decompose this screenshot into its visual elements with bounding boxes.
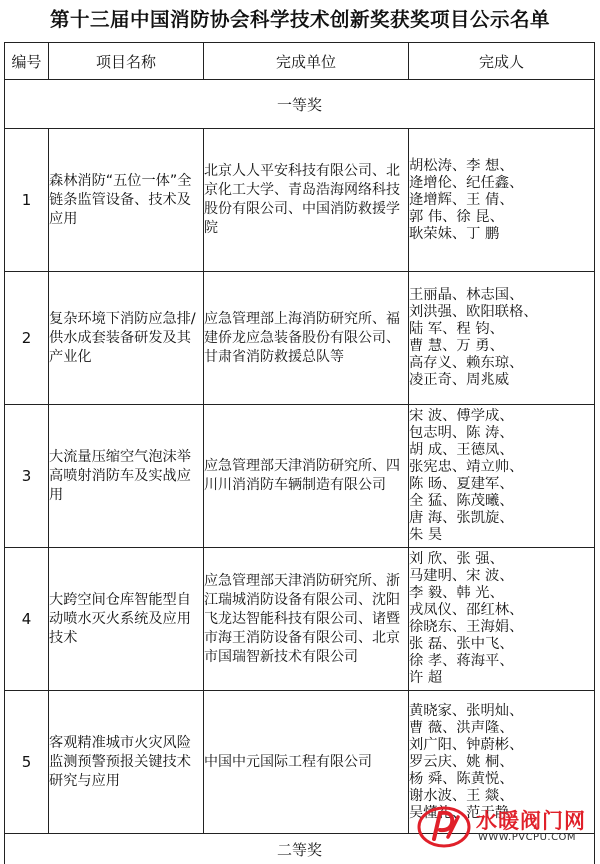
completer-line: 胡松涛、李 想、 (409, 158, 594, 175)
row-number: 1 (5, 129, 49, 272)
table-row (5, 272, 595, 405)
header-unit: 完成单位 (204, 43, 409, 80)
table-row (5, 548, 595, 691)
row-number: 3 (5, 405, 49, 548)
completer-line: 刘 欣、张 强、 (409, 551, 594, 568)
completer-line: 王丽晶、林志国、 (409, 287, 594, 304)
completer-line: 郭 伟、徐 昆、 (409, 209, 594, 226)
completer-line: 胡 成、王德凤、 (409, 442, 594, 459)
award-table (4, 42, 595, 864)
completer-line: 全 猛、陈茂曦、 (409, 493, 594, 510)
project-name: 大流量压缩空气泡沫举高喷射消防车及实战应用 (49, 405, 204, 548)
completion-unit: 应急管理部天津消防研究所、四川川消消防车辆制造有限公司 (204, 405, 409, 548)
site-watermark (414, 801, 592, 849)
completer-line: 黄晓家、张明灿、 (409, 703, 594, 720)
completer-line: 吴懂礼、范于静 (409, 805, 594, 822)
table-row (5, 405, 595, 548)
completer-line: 高存义、赖东琼、 (409, 355, 594, 372)
completer-line: 陈 旸、夏建军、 (409, 476, 594, 493)
brand-url: WWW.PVCPU.COM (478, 832, 576, 843)
completer-line: 逄增伦、纪任鑫、 (409, 175, 594, 192)
completers-list (409, 548, 595, 691)
completers-list (409, 405, 595, 548)
completer-line: 李 毅、韩 光、 (409, 585, 594, 602)
completer-line: 曹 薇、洪声隆、 (409, 720, 594, 737)
completion-unit: 北京人人平安科技有限公司、北京化工大学、青岛浩海网络科技股份有限公司、中国消防救援学院 (204, 129, 409, 272)
completion-unit: 应急管理部上海消防研究所、福建侨龙应急装备股份有限公司、甘肃省消防救援总队等 (204, 272, 409, 405)
completers-list (409, 129, 595, 272)
completer-line: 曹 慧、万 勇、 (409, 338, 594, 355)
completers-list (409, 272, 595, 405)
completer-line: 包志明、陈 涛、 (409, 425, 594, 442)
page-title: 第十三届中国消防协会科学技术创新奖获奖项目公示名单 (0, 6, 600, 34)
completer-line: 耿荣妹、丁 鹏 (409, 226, 594, 243)
header-people: 完成人 (409, 43, 595, 80)
completer-line: 宋 波、傅学成、 (409, 408, 594, 425)
brand-name: 水暖阀门网 (476, 805, 586, 835)
completer-line: 刘广阳、钟蔚彬、 (409, 737, 594, 754)
completer-line: 许 超 (409, 670, 594, 687)
project-name: 客观精准城市火灾风险监测预警预报关键技术研究与应用 (49, 691, 204, 834)
completer-line: 谢水波、王 燚、 (409, 788, 594, 805)
section-row-first-prize (5, 80, 595, 129)
header-row (5, 43, 595, 80)
completer-line: 逄增辉、王 倩、 (409, 192, 594, 209)
row-number: 2 (5, 272, 49, 405)
completer-line: 张宪忠、靖立帅、 (409, 459, 594, 476)
completer-line: 张 磊、张中飞、 (409, 636, 594, 653)
completer-line: 徐晓东、王海娟、 (409, 619, 594, 636)
completer-line: 唐 海、张凯旋、 (409, 510, 594, 527)
project-name: 森林消防“五位一体”全链条监管设备、技术及应用 (49, 129, 204, 272)
row-number: 4 (5, 548, 49, 691)
header-number: 编号 (5, 43, 49, 80)
completer-line: 陆 军、程 钧、 (409, 321, 594, 338)
brand-logo-icon (414, 801, 474, 849)
completer-line: 马建明、宋 波、 (409, 568, 594, 585)
row-number: 5 (5, 691, 49, 834)
project-name: 复杂环境下消防应急排/供水成套装备研发及其产业化 (49, 272, 204, 405)
completer-line: 刘洪强、欧阳联格、 (409, 304, 594, 321)
completer-line: 朱 昊 (409, 527, 594, 544)
completion-unit: 中国中元国际工程有限公司 (204, 691, 409, 834)
completion-unit: 应急管理部天津消防研究所、浙江瑞城消防设备有限公司、沈阳飞龙达智能科技有限公司、诸暨市海王消防设备有限公司、北京市国瑞智新技术有限公司 (204, 548, 409, 691)
completer-line: 戎凤仪、邵红林、 (409, 602, 594, 619)
section-label: 二等奖 (5, 834, 595, 864)
completer-line: 杨 舜、陈黄悦、 (409, 771, 594, 788)
section-label: 一等奖 (5, 80, 595, 129)
completer-line: 凌正奇、周兆威 (409, 372, 594, 389)
completer-line: 罗云庆、姚 桐、 (409, 754, 594, 771)
completer-line: 徐 孝、蒋海平、 (409, 653, 594, 670)
table-row (5, 129, 595, 272)
project-name: 大跨空间仓库智能型自动喷水灭火系统及应用技术 (49, 548, 204, 691)
header-project: 项目名称 (49, 43, 204, 80)
